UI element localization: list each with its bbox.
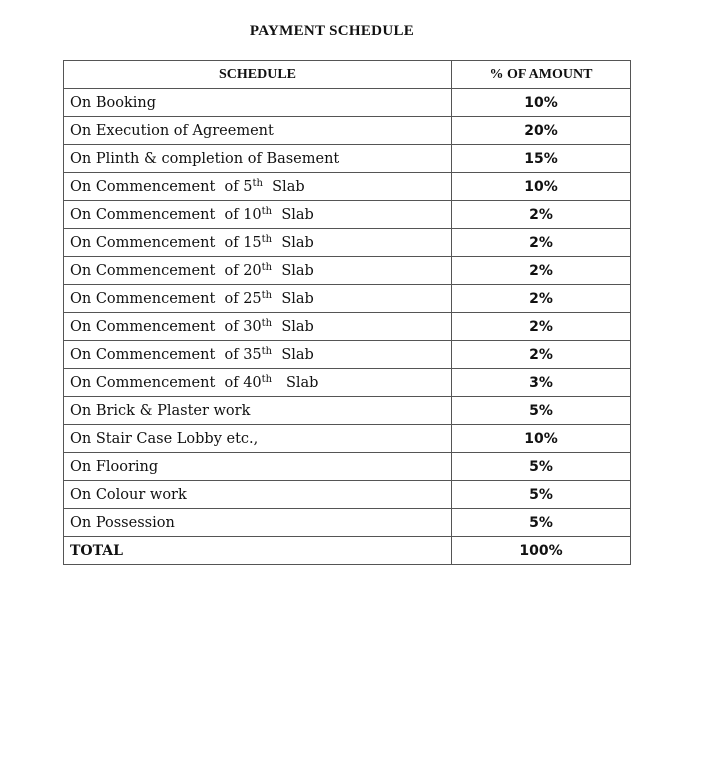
schedule-cell (64, 453, 452, 481)
schedule-cell (64, 173, 452, 201)
schedule-prefix: On Brick & Plaster work (70, 402, 251, 419)
amount-cell: 5% (452, 481, 631, 509)
table-row (64, 369, 631, 397)
amount-cell: 3% (452, 369, 631, 397)
schedule-prefix: On Stair Case Lobby etc., (70, 430, 259, 447)
schedule-prefix: On Flooring (70, 458, 159, 475)
amount-cell: 10% (452, 425, 631, 453)
schedule-cell (64, 201, 452, 229)
table-row (64, 117, 631, 145)
table-header-row (64, 61, 631, 89)
table-row (64, 481, 631, 509)
schedule-cell (64, 257, 452, 285)
amount-cell: 5% (452, 509, 631, 537)
schedule-cell (64, 341, 452, 369)
schedule-cell (64, 145, 452, 173)
schedule-cell (64, 425, 452, 453)
column-header-schedule: SCHEDULE (64, 61, 452, 89)
schedule-prefix: On Commencement of 20 (70, 262, 262, 279)
schedule-prefix: On Plinth & completion of Basement (70, 150, 340, 167)
table-row (64, 257, 631, 285)
amount-cell: 2% (452, 201, 631, 229)
schedule-suffix: Slab (262, 178, 305, 195)
total-amount: 100% (452, 537, 631, 565)
schedule-prefix: On Commencement of 5 (70, 178, 253, 195)
column-header-amount: % OF AMOUNT (452, 61, 631, 89)
schedule-suffix: Slab (272, 290, 314, 307)
schedule-prefix: On Commencement of 25 (70, 290, 262, 307)
ordinal-suffix: th (261, 289, 273, 301)
ordinal-suffix: th (261, 261, 273, 273)
schedule-prefix: On Commencement of 30 (70, 318, 262, 335)
schedule-prefix: On Execution of Agreement (70, 122, 274, 139)
ordinal-suffix: th (261, 205, 273, 217)
schedule-cell (64, 369, 452, 397)
table-row (64, 397, 631, 425)
schedule-prefix: On Commencement of 35 (70, 346, 262, 363)
table-row (64, 425, 631, 453)
schedule-cell (64, 285, 452, 313)
table-row (64, 313, 631, 341)
schedule-cell (64, 481, 452, 509)
table-row (64, 145, 631, 173)
table-row (64, 341, 631, 369)
schedule-prefix: On Commencement of 10 (70, 206, 262, 223)
amount-cell: 2% (452, 285, 631, 313)
amount-cell: 10% (452, 173, 631, 201)
amount-cell: 5% (452, 397, 631, 425)
schedule-suffix: Slab (272, 318, 314, 335)
schedule-cell (64, 397, 452, 425)
table-row (64, 229, 631, 257)
schedule-cell (64, 89, 452, 117)
amount-cell: 10% (452, 89, 631, 117)
ordinal-suffix: th (261, 373, 273, 385)
schedule-prefix: On Booking (70, 94, 156, 111)
schedule-prefix: On Commencement of 40 (70, 374, 262, 391)
ordinal-suffix: th (261, 345, 273, 357)
table-row (64, 285, 631, 313)
table-row (64, 201, 631, 229)
ordinal-suffix: th (261, 317, 273, 329)
table-row (64, 89, 631, 117)
schedule-prefix: On Colour work (70, 486, 187, 503)
schedule-suffix: Slab (272, 374, 319, 391)
amount-cell: 2% (452, 257, 631, 285)
schedule-prefix: On Commencement of 15 (70, 234, 262, 251)
schedule-cell (64, 509, 452, 537)
ordinal-suffix: th (252, 177, 263, 189)
amount-cell: 2% (452, 313, 631, 341)
amount-cell: 2% (452, 341, 631, 369)
schedule-suffix: Slab (272, 262, 314, 279)
schedule-cell (64, 117, 452, 145)
table-row (64, 509, 631, 537)
table-row (64, 173, 631, 201)
schedule-prefix: On Possession (70, 514, 175, 531)
schedule-suffix: Slab (272, 206, 314, 223)
total-label: TOTAL (64, 537, 452, 565)
payment-schedule-table (63, 60, 631, 565)
schedule-cell (64, 313, 452, 341)
schedule-cell (64, 229, 452, 257)
amount-cell: 5% (452, 453, 631, 481)
table-body (64, 89, 631, 565)
amount-cell: 15% (452, 145, 631, 173)
document-title: PAYMENT SCHEDULE (249, 23, 415, 39)
schedule-suffix: Slab (272, 234, 314, 251)
table-row (64, 453, 631, 481)
ordinal-suffix: th (261, 233, 273, 245)
amount-cell: 2% (452, 229, 631, 257)
total-row (64, 537, 631, 565)
amount-cell: 20% (452, 117, 631, 145)
schedule-suffix: Slab (272, 346, 314, 363)
